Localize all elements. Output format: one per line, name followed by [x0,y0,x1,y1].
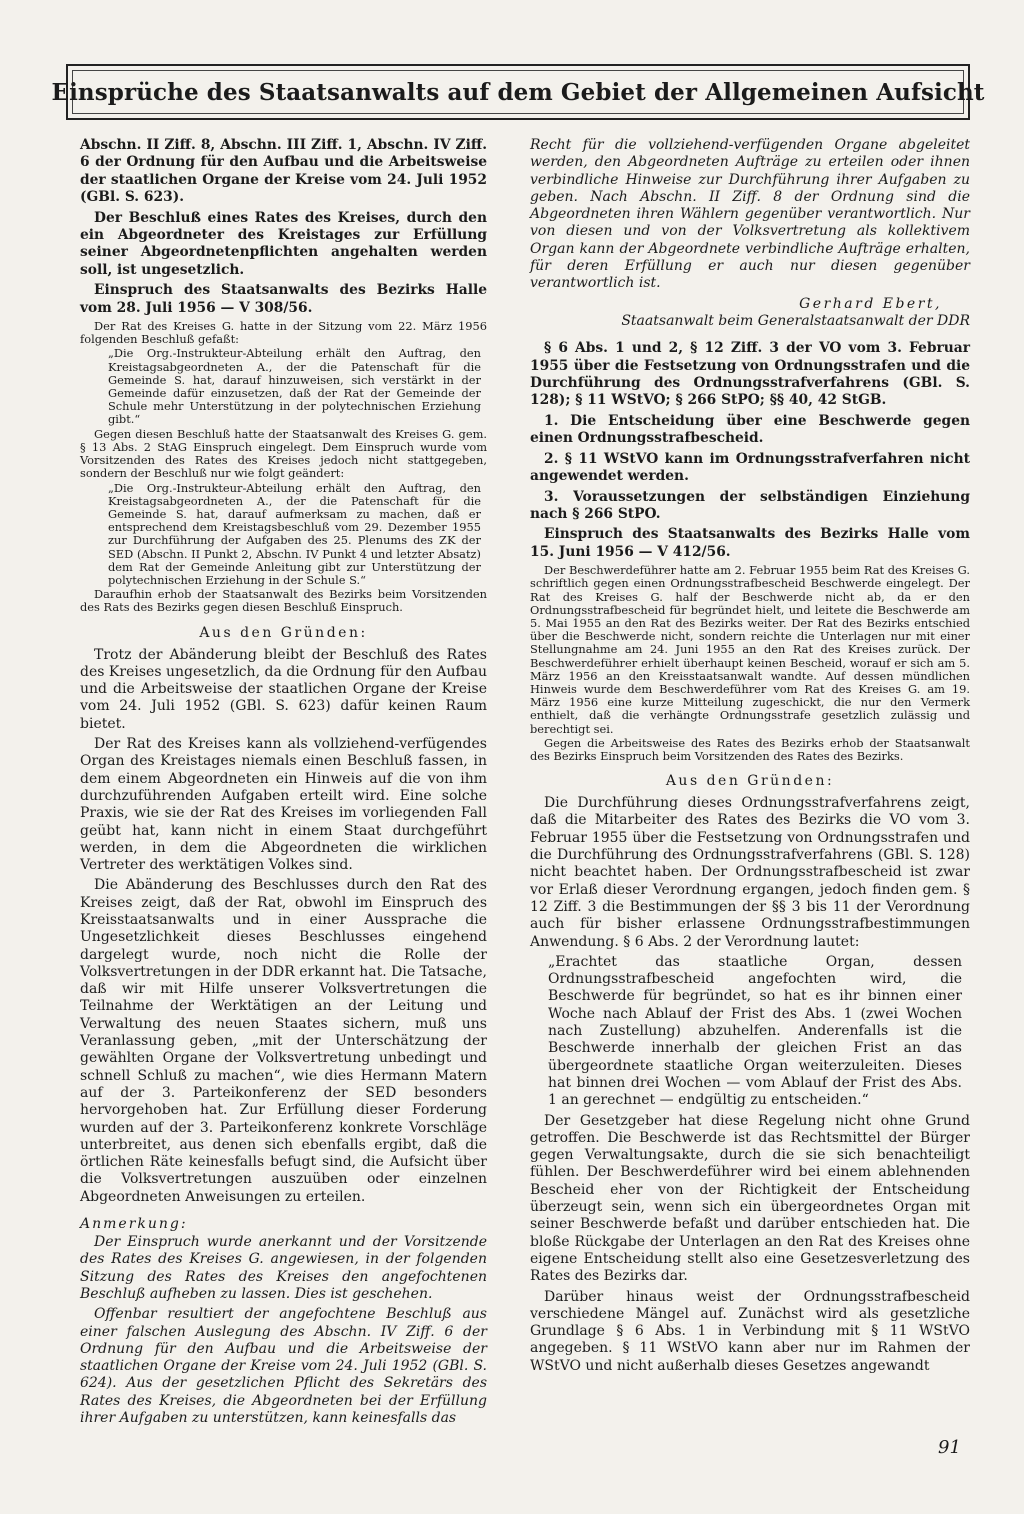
headnote-item: 2. § 11 WStVO kann im Ordnungsstrafverfahren nicht angewendet werden. [530,450,970,485]
signature-name [530,296,942,313]
case-citation: Einspruch des Staatsanwalts des Bezirks Halle vom 28. Juli 1956 — V 308/56. [80,282,487,316]
quoted-resolution-amended: „Die Org.-Instrukteur-Abteilung erhält den Auftrag, den Kreistagsabgeordneten A., der die Patenschaft für die Gemeinde S. hat, darauf aufmerksam zu machen, daß er entsprechend dem Kreistagsbeschluß vom 29. Dezember 1955 zur Durchführung der Aufgaben des 25. Plenums des ZK der SED (Abschn. II Punkt 2, Abschn. IV Punkt 4 und letzter Absatz) dem Rat der Gemeinde Anleitung gibt zur Unterstützung der polytechnischen Erziehung in der Schule S.“ [108,480,481,587]
left-column [80,137,487,1430]
facts-paragraph: Der Beschwerdeführer hatte am 2. Februar 1955 beim Rat des Kreises G. schriftlich gegen einen Ordnungsstrafbescheid Beschwerde eingelegt. Der Rat des Kreises G. half der Beschwerde nicht ab, da er den Ordnungsstrafbescheid für begründet hielt, und leitete die Beschwerde am 5. Mai 1955 an den Rat des Bezirks weiter. Der Rat des Bezirks entschied über die Beschwerde nicht, sondern reichte die Unterlagen nur mit einer Stellungnahme am 24. Juni 1955 an den Rat des Kreises zurück. Der Beschwerdeführer erhielt überhaupt keinen Bescheid, worauf er sich am 5. März 1956 an den Kreisstaatsanwalt wandte. Auf dessen mündlichen Hinweis wurde dem Beschwerdeführer vom Rat des Kreises G. am 19. März 1956 eine kurze Mitteilung zugeschickt, die nur den Vermerk enthielt, daß die verhängte Ordnungsstrafe gesetzlich zulässig und berechtigt sei. [530,563,970,736]
facts-paragraph: Daraufhin erhob der Staatsanwalt des Bezirks beim Vorsitzenden des Rats des Bezirks gegen diesen Beschluß Einspruch. [80,587,487,615]
title-banner [51,64,985,120]
reasons-paragraph: Trotz der Abänderung bleibt der Beschluß des Rates des Kreises ungesetzlich, da die Ordnung für den Aufbau und die Arbeitsweise der staatlichen Organe der Kreise vom 24. Juli 1952 (GBl. S. 623) dafür keinen Raum bietet. [80,646,487,732]
annotation-paragraph: Offenbar resultiert der angefochtene Beschluß aus einer falschen Auslegung des Abschn. IV Ziff. 6 der Ordnung für den Aufbau und die Arbeitsweise der staatlichen Organe der Kreise vom 24. Juli 1952 (GBl. S. 624). Aus der gesetzlichen Pflicht des Sekretärs des Rates des Kreises, die Abgeordneten bei der Erfüllung ihrer Aufgaben zu unterstützen, kann keinesfalls das [80,1306,487,1426]
right-column [530,137,970,1378]
page-number: 91 [938,1437,961,1458]
facts-paragraph: Der Rat des Kreises G. hatte in der Sitzung vom 22. März 1956 folgenden Beschluß gefaßt: [80,319,487,347]
page-title: Einsprüche des Staatsanwalts auf dem Gebiet der Allgemeinen Aufsicht [51,78,985,106]
annotation-paragraph: Der Einspruch wurde anerkannt und der Vorsitzende des Rates des Kreises G. angewiesen, in der folgenden Sitzung des Rates des Kreises den angefochtenen Beschluß aufheben zu lassen. Dies ist geschehen. [80,1234,487,1302]
legal-reference: Abschn. II Ziff. 8, Abschn. III Ziff. 1, Abschn. IV Ziff. 6 der Ordnung für den Aufbau und die Arbeitsweise der staatlichen Organe der Kreise vom 24. Juli 1952 (GBl. S. 623). [80,137,487,206]
signature-name-text: Gerhard Ebert, [799,295,942,312]
reasons-paragraph: Der Rat des Kreises kann als vollziehend-verfügendes Organ des Kreistages niemals einen Beschluß fassen, in dem einem Abgeordneten ein Hinweis auf die von ihm durchzuführenden Aufgaben erteilt wird. Eine solche Praxis, wie sie der Rat des Kreises im vorliegenden Fall geübt hat, kann nicht in einem Staat durchgeführt werden, in dem die Abgeordneten die wirklichen Vertreter des werktätigen Volkes sind. [80,736,487,874]
headnote: Der Beschluß eines Rates des Kreises, durch den ein Abgeordneter des Kreistages zur Erfüllung seiner Abgeordnetenpflichten angehalten werden soll, ist ungesetzlich. [80,209,487,278]
legal-reference: § 6 Abs. 1 und 2, § 12 Ziff. 3 der VO vom 3. Februar 1955 über die Festsetzung von Ordnungsstrafen und die Durchführung des Ordnungsstrafverfahrens (GBl. S. 128); § 11 WStVO; § 266 StPO; §§ 40, 42 StGB. [530,340,970,409]
quoted-regulation: „Erachtet das staatliche Organ, dessen Ordnungsstrafbescheid angefochten wird, die Beschwerde für begründet, so hat es ihr binnen einer Woche nach Ablauf der Frist des Abs. 1 (zwei Wochen nach Zustellung) abzuhelfen. Anderenfalls ist die Beschwerde innerhalb der gleichen Frist an das übergeordnete staatliche Organ weiterzuleiten. Dieses hat binnen drei Wochen — vom Ablauf der Frist des Abs. 1 an gerechnet — endgültig zu entscheiden.“ [548,953,962,1109]
annotation-heading: Anmerkung: [80,1216,188,1233]
reasons-paragraph: Darüber hinaus weist der Ordnungsstrafbescheid verschiedene Mängel auf. Zunächst wird als gesetzliche Grundlage § 6 Abs. 1 in Verbindung mit § 11 WStVO angegeben. § 11 WStVO kann aber nur im Rahmen der WStVO und nicht außerhalb dieses Gesetzes angewandt [530,1288,970,1374]
facts-paragraph: Gegen die Arbeitsweise des Rates des Bezirks erhob der Staatsanwalt des Bezirks Einspruch beim Vorsitzenden des Rates des Bezirks. [530,735,970,763]
headnote-item: 3. Voraussetzungen der selbständigen Einziehung nach § 266 StPO. [530,488,970,522]
quoted-resolution: „Die Org.-Instrukteur-Abteilung erhält den Auftrag, den Kreistagsabgeordneten A., der die Patenschaft für die Gemeinde S. hat, darauf hinzuweisen, sich verstärkt in der Gemeinde dafür einzusetzen, daß der Rat der Gemeinde der Schule mehr Unterstützung in der polytechnischen Erziehung gibt.“ [108,346,481,427]
reasons-paragraph: Der Gesetzgeber hat diese Regelung nicht ohne Grund getroffen. Die Beschwerde ist das Rechtsmittel der Bürger gegen Verwaltungsakte, durch die sie sich benachteiligt fühlen. Der Beschwerdeführer wird bei einem ablehnenden Bescheid eher von der Richtigkeit der Entscheidung überzeugt sein, wenn sich ein übergeordnetes Organ mit seiner Beschwerde befaßt und darüber entschieden hat. Die bloße Rückgabe der Unterlagen an den Rat des Kreises ohne eigene Entscheidung stellt also eine Gesetzesverletzung des Rates des Bezirks dar. [530,1112,970,1285]
reasons-heading: Aus den Gründen: [199,624,368,641]
signature-title: Staatsanwalt beim Generalstaatsanwalt der DDR [621,312,970,329]
annotation-continuation: Recht für die vollziehend-verfügenden Organe abgeleitet werden, den Abgeordneten Aufträge zu erteilen oder ihnen verbindliche Hinweise zur Durchführung ihrer Aufgaben zu geben. Nach Abschn. II Ziff. 8 der Ordnung sind die Abgeordneten ihren Wählern gegenüber verantwortlich. Nur von diesen und von der Volksvertretung als kollektivem Organ kann der Abgeordnete verbindliche Aufträge erhalten, für deren Erfüllung er auch nur diesen gegenüber verantwortlich ist. [530,137,970,292]
facts-paragraph: Gegen diesen Beschluß hatte der Staatsanwalt des Kreises G. gem. § 13 Abs. 2 StAG Einspruch eingelegt. Dem Einspruch wurde vom Vorsitzenden des Rates des Kreises jedoch nicht stattgegeben, sondern der Beschluß nur wie folgt geändert: [80,426,487,481]
headnote-item: 1. Die Entscheidung über eine Beschwerde gegen einen Ordnungsstrafbescheid. [530,412,970,447]
case-citation: Einspruch des Staatsanwalts des Bezirks Halle vom 15. Juni 1956 — V 412/56. [530,526,970,560]
title-banner-inner-frame [51,70,985,114]
reasons-heading: Aus den Gründen: [665,773,835,790]
reasons-paragraph: Die Abänderung des Beschlusses durch den Rat des Kreises zeigt, daß der Rat, obwohl im Einspruch des Kreisstaatsanwalts und in einer Aussprache die Ungesetzlichkeit dieses Beschlusses eingehend dargelegt wurde, noch nicht die Rolle der Volksvertretungen in der DDR erkannt hat. Die Tatsache, daß wir mit Hilfe unserer Volksvertretungen die Teilnahme der Werktätigen an der Leitung und Verwaltung des neuen Staates sichern, muß uns Veranlassung geben, „mit der Unterschätzung der gewählten Organe der Volksvertretung unbedingt und schnell Schluß zu machen“, wie dies Hermann Matern auf der 3. Parteikonferenz der SED besonders hervorgehoben hat. Zur Erfüllung dieser Forderung wurden auf der 3. Parteikonferenz konkrete Vorschläge unterbreitet, aus denen sich ebenfalls ergibt, daß die örtlichen Räte keinesfalls befugt sind, die Aufsicht über die Volksvertretungen auszuüben oder einzelnen Abgeordneten Anweisungen zu erteilen. [80,877,487,1205]
reasons-paragraph: Die Durchführung dieses Ordnungsstrafverfahrens zeigt, daß die Mitarbeiter des Rates des Bezirks die VO vom 3. Februar 1955 über die Festsetzung von Ordnungsstrafen und die Durchführung des Ordnungsstrafverfahrens (GBl. S. 128) nicht beachtet haben. Der Ordnungsstrafbescheid ist zwar vor Erlaß dieser Verordnung ergangen, jedoch finden gem. § 12 Ziff. 3 die Bestimmungen der §§ 3 bis 11 der Verordnung auch für bisher erlassene Ordnungsstrafbestimmungen Anwendung. § 6 Abs. 2 der Verordnung lautet: [530,795,970,950]
